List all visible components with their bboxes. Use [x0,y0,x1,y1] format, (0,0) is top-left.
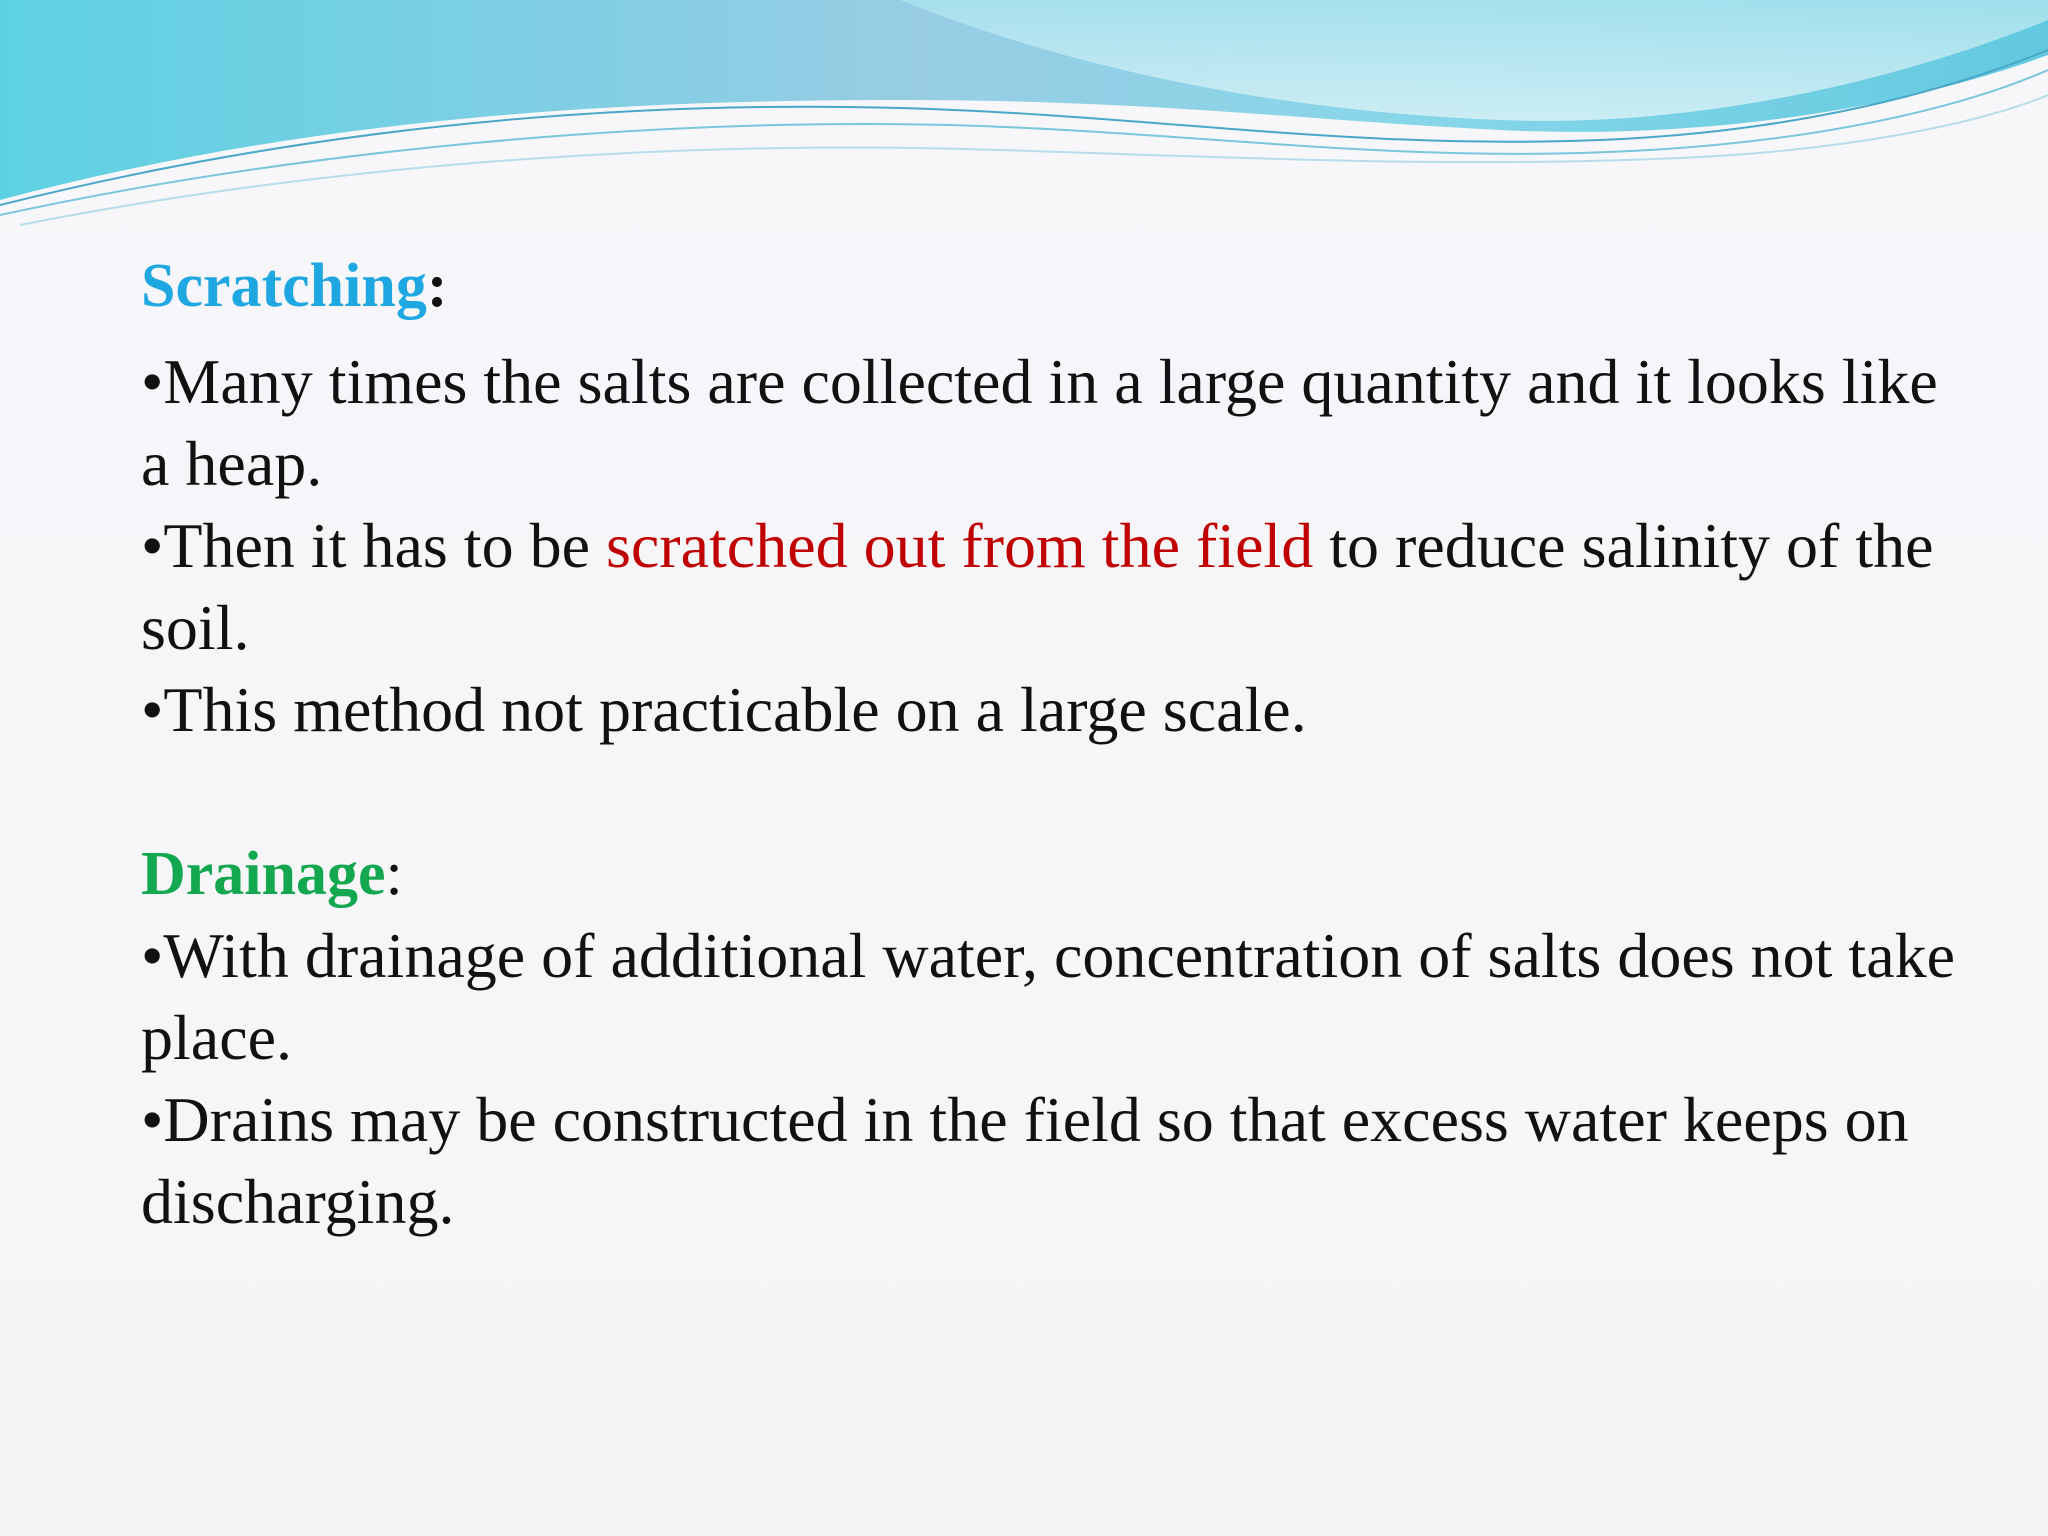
bullet-item [141,915,1971,1079]
wave-header-decoration [0,0,2048,240]
bullet-item [141,341,1971,505]
bullet-marker: • [141,346,164,417]
bullet-list [141,341,1971,751]
bullet-text: With drainage of additional water, concentration of salts does not take place. [141,920,1955,1073]
section-heading [141,245,1971,327]
bullet-text: Drains may be constructed in the field so that excess water keeps on discharging. [141,1084,1909,1237]
bullet-marker: • [141,674,164,745]
section-heading [141,833,1971,915]
bullet-item [141,669,1971,751]
bullet-text: to reduce salinity of the soil. [141,510,1934,663]
slide-content [141,245,1971,1243]
section-drainage [141,833,1971,1243]
heading-scratching: Scratching [141,252,427,320]
bullet-list [141,915,1971,1243]
bullet-item [141,1079,1971,1243]
section-scratching [141,245,1971,751]
bullet-marker: • [141,1084,164,1155]
bullet-marker: • [141,510,164,581]
heading-colon: : [385,840,403,908]
heading-drainage: Drainage [141,840,386,908]
bullet-text: Then it has to be [163,510,606,581]
heading-colon: : [426,252,448,320]
bullet-text: Many times the salts are collected in a large quantity and it looks like a heap. [141,346,1938,499]
bullet-item [141,505,1971,669]
bullet-marker: • [141,920,164,991]
bullet-text: This method not practicable on a large scale. [163,674,1307,745]
emphasis-text: scratched out from the field [605,510,1314,581]
